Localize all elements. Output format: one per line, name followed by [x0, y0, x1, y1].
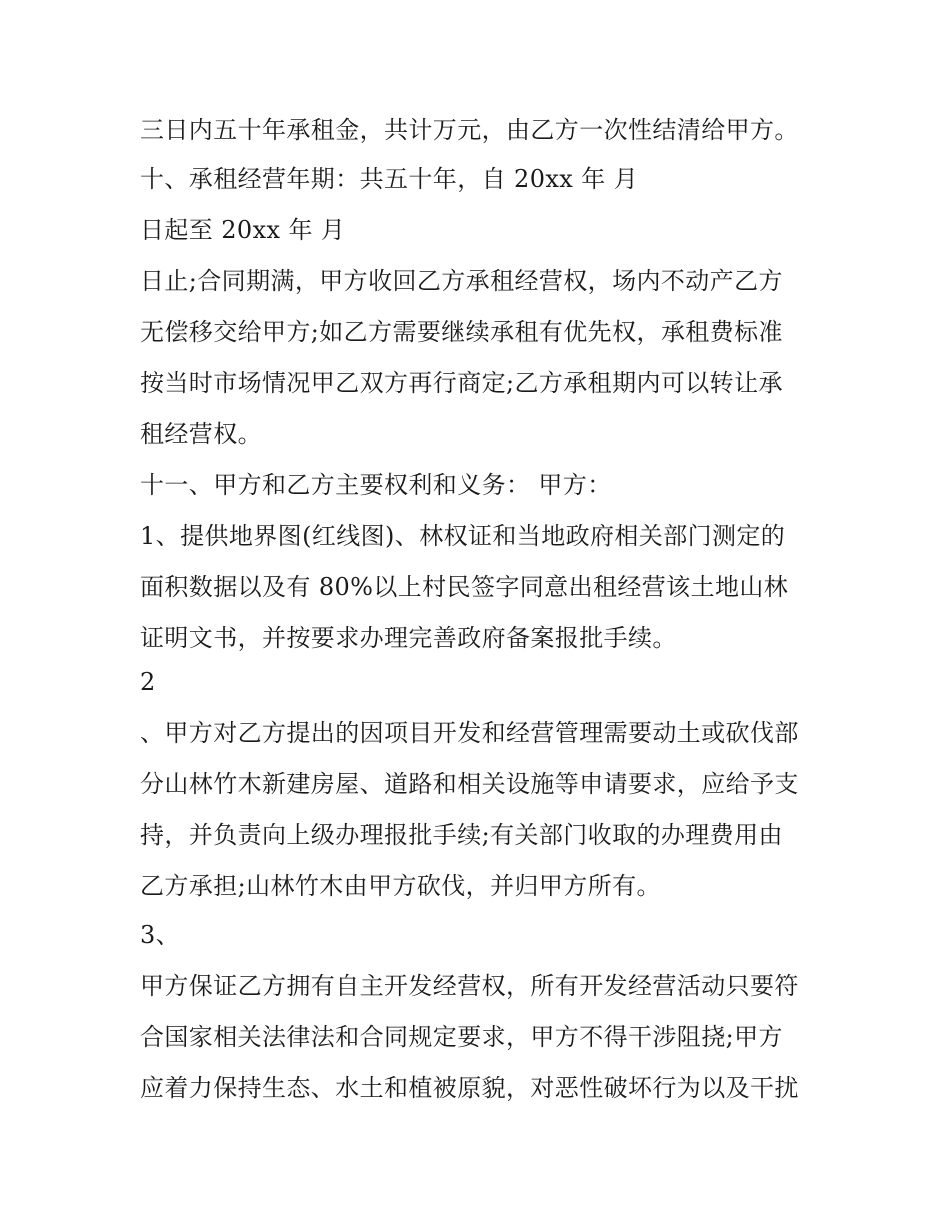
text-line: 甲方保证乙方拥有自主开发经营权，所有开发经营活动只要符 [140, 972, 799, 1000]
text-line: 1、提供地界图(红线图)、林权证和当地政府相关部门测定的 [140, 522, 786, 550]
text-line: 十一、甲方和乙方主要权利和义务： 甲方： [140, 471, 612, 499]
text-line: 证明文书，并按要求办理完善政府备案报批手续。 [140, 624, 677, 652]
text-line: 3、 [140, 921, 181, 949]
text-line: 面积数据以及有 80%以上村民签字同意出租经营该土地山林 [140, 573, 789, 601]
text-line: 三日内五十年承租金，共计万元，由乙方一次性结清给甲方。 [140, 116, 799, 144]
text-line: 、甲方对乙方提出的因项目开发和经营管理需要动土或砍伐部 [140, 719, 799, 747]
text-line: 应着力保持生态、水土和植被原貌，对恶性破坏行为以及干扰 [140, 1074, 799, 1102]
text-line: 无偿移交给甲方;如乙方需要继续承租有优先权，承租费标准 [140, 318, 783, 346]
text-line: 日止;合同期满，甲方收回乙方承租经营权，场内不动产乙方 [140, 267, 783, 295]
text-line: 乙方承担;山林竹木由甲方砍伐，并归甲方所有。 [140, 872, 661, 900]
text-line: 日起至 20xx 年 月 [140, 216, 346, 244]
text-line: 十、承租经营年期：共五十年，自 20xx 年 月 [140, 165, 639, 193]
text-line: 2 [140, 668, 156, 696]
text-line: 持，并负责向上级办理报批手续;有关部门收取的办理费用由 [140, 821, 783, 849]
text-line: 分山林竹木新建房屋、道路和相关设施等申请要求，应给予支 [140, 770, 799, 798]
text-line: 合国家相关法律法和合同规定要求，甲方不得干涉阻挠;甲方 [140, 1023, 783, 1051]
text-line: 租经营权。 [140, 420, 262, 448]
text-line: 按当时市场情况甲乙双方再行商定;乙方承租期内可以转让承 [140, 369, 783, 397]
